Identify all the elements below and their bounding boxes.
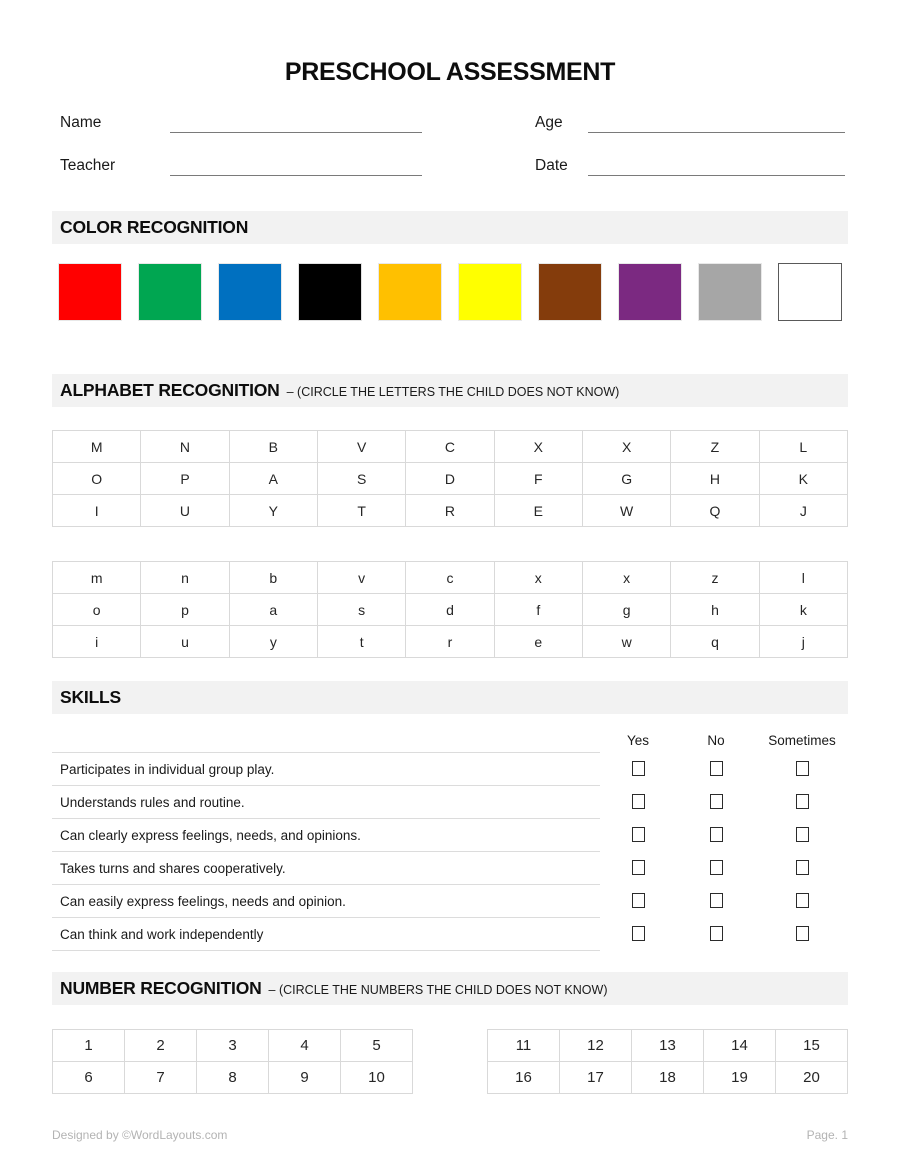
- letter-cell: p: [141, 594, 229, 626]
- skills-header: [52, 681, 848, 714]
- number-cell: 2: [125, 1030, 197, 1062]
- checkbox-no-3[interactable]: [710, 827, 723, 842]
- letter-cell: j: [759, 626, 847, 658]
- color-recognition-title: COLOR RECOGNITION: [60, 217, 249, 237]
- credit-text: Designed by ©WordLayouts.com: [52, 1128, 228, 1142]
- uppercase-row-3: [53, 495, 848, 527]
- letter-cell: B: [229, 431, 317, 463]
- letter-cell: C: [406, 431, 494, 463]
- number-cell: 4: [269, 1030, 341, 1062]
- letter-cell: Q: [671, 495, 759, 527]
- lowercase-row-1: [53, 562, 848, 594]
- checkbox-yes-2[interactable]: [632, 794, 645, 809]
- page-title: PRESCHOOL ASSESSMENT: [284, 58, 616, 86]
- number-recognition-subtitle: – (CIRCLE THE NUMBERS THE CHILD DOES NOT KNOW): [268, 983, 608, 997]
- skill-row: [52, 785, 848, 818]
- letter-cell: i: [53, 626, 141, 658]
- number-cell: 10: [341, 1062, 413, 1094]
- letter-cell: L: [759, 431, 847, 463]
- letter-cell: Z: [671, 431, 759, 463]
- skill-label: Can think and work independently: [52, 917, 600, 950]
- lowercase-letter-table: [52, 561, 848, 658]
- letter-cell: c: [406, 562, 494, 594]
- checkbox-yes-3[interactable]: [632, 827, 645, 842]
- number-cell: 19: [704, 1062, 776, 1094]
- number-cell: 8: [197, 1062, 269, 1094]
- skill-label: Understands rules and routine.: [52, 785, 600, 818]
- checkbox-sometimes-3[interactable]: [796, 827, 809, 842]
- column-header-yes: Yes: [626, 732, 650, 748]
- skill-row: [52, 818, 848, 851]
- letter-cell: n: [141, 562, 229, 594]
- page-number: Page. 1: [806, 1128, 848, 1142]
- date-input-line[interactable]: [588, 156, 845, 176]
- teacher-input-line[interactable]: [170, 156, 422, 176]
- letter-cell: K: [759, 463, 847, 495]
- checkbox-no-1[interactable]: [710, 761, 723, 776]
- uppercase-letter-table: [52, 430, 848, 527]
- checkbox-sometimes-5[interactable]: [796, 893, 809, 908]
- letter-cell: z: [671, 562, 759, 594]
- checkbox-sometimes-2[interactable]: [796, 794, 809, 809]
- field-row-1: [60, 113, 845, 133]
- skill-label: Participates in individual group play.: [52, 752, 600, 785]
- age-field: [535, 113, 845, 133]
- letter-cell: x: [494, 562, 582, 594]
- number-recognition-header: [52, 972, 848, 1005]
- letter-cell: U: [141, 495, 229, 527]
- letter-cell: E: [494, 495, 582, 527]
- number-cell: 14: [704, 1030, 776, 1062]
- numbers-1-10-table: [52, 1029, 413, 1094]
- letter-cell: F: [494, 463, 582, 495]
- checkbox-yes-6[interactable]: [632, 926, 645, 941]
- color-swatch-orange: [378, 263, 442, 321]
- letter-cell: r: [406, 626, 494, 658]
- skill-row: [52, 884, 848, 917]
- letter-cell: X: [582, 431, 670, 463]
- skill-row: [52, 917, 848, 950]
- number-cell: 20: [776, 1062, 848, 1094]
- letter-cell: X: [494, 431, 582, 463]
- uppercase-row-2: [53, 463, 848, 495]
- lowercase-row-3: [53, 626, 848, 658]
- lowercase-row-2: [53, 594, 848, 626]
- checkbox-yes-1[interactable]: [632, 761, 645, 776]
- letter-cell: A: [229, 463, 317, 495]
- color-swatch-white: [778, 263, 842, 321]
- letter-cell: Y: [229, 495, 317, 527]
- letter-cell: J: [759, 495, 847, 527]
- number-cell: 15: [776, 1030, 848, 1062]
- number-cell: 16: [488, 1062, 560, 1094]
- letter-cell: x: [582, 562, 670, 594]
- color-swatch-black: [298, 263, 362, 321]
- letter-cell: l: [759, 562, 847, 594]
- number-tables: [52, 1029, 848, 1094]
- letter-cell: a: [229, 594, 317, 626]
- letter-cell: w: [582, 626, 670, 658]
- checkbox-yes-4[interactable]: [632, 860, 645, 875]
- skill-label: Takes turns and shares cooperatively.: [52, 851, 600, 884]
- teacher-label: Teacher: [60, 157, 116, 174]
- name-input-line[interactable]: [170, 113, 422, 133]
- letter-cell: o: [53, 594, 141, 626]
- letter-cell: V: [317, 431, 405, 463]
- letter-cell: m: [53, 562, 141, 594]
- skills-column-headers: [52, 728, 848, 752]
- number-cell: 9: [269, 1062, 341, 1094]
- date-label: Date: [535, 157, 568, 174]
- checkbox-no-2[interactable]: [710, 794, 723, 809]
- number-cell: 12: [560, 1030, 632, 1062]
- letter-cell: u: [141, 626, 229, 658]
- skill-row: [52, 752, 848, 785]
- alphabet-recognition-subtitle: – (CIRCLE THE LETTERS THE CHILD DOES NOT KNOW): [286, 385, 620, 399]
- checkbox-yes-5[interactable]: [632, 893, 645, 908]
- color-swatch-yellow: [458, 263, 522, 321]
- numbers-11-20-table: [487, 1029, 848, 1094]
- checkbox-no-5[interactable]: [710, 893, 723, 908]
- letter-cell: e: [494, 626, 582, 658]
- skills-title: SKILLS: [60, 687, 122, 707]
- alphabet-recognition-header: [52, 374, 848, 407]
- number-cell: 3: [197, 1030, 269, 1062]
- number-recognition-title: NUMBER RECOGNITION: [60, 978, 262, 998]
- numbers-row: [53, 1062, 413, 1094]
- number-cell: 5: [341, 1030, 413, 1062]
- letter-cell: H: [671, 463, 759, 495]
- checkbox-no-4[interactable]: [710, 860, 723, 875]
- date-field: [535, 156, 845, 176]
- letter-cell: M: [53, 431, 141, 463]
- letter-cell: h: [671, 594, 759, 626]
- letter-cell: W: [582, 495, 670, 527]
- color-swatch-green: [138, 263, 202, 321]
- name-label: Name: [60, 114, 102, 131]
- letter-cell: g: [582, 594, 670, 626]
- color-swatch-purple: [618, 263, 682, 321]
- letter-cell: S: [317, 463, 405, 495]
- letter-cell: v: [317, 562, 405, 594]
- skill-label: Can clearly express feelings, needs, and opinions.: [52, 818, 600, 851]
- color-swatch-blue: [218, 263, 282, 321]
- letter-cell: R: [406, 495, 494, 527]
- checkbox-sometimes-6[interactable]: [796, 926, 809, 941]
- age-label: Age: [535, 114, 563, 131]
- letter-cell: s: [317, 594, 405, 626]
- letter-cell: P: [141, 463, 229, 495]
- letter-cell: I: [53, 495, 141, 527]
- letter-cell: N: [141, 431, 229, 463]
- page-footer: [52, 1128, 848, 1142]
- letter-cell: G: [582, 463, 670, 495]
- numbers-row: [53, 1030, 413, 1062]
- letter-cell: k: [759, 594, 847, 626]
- student-info-fields: [60, 113, 845, 176]
- teacher-field: [60, 156, 422, 176]
- letter-cell: q: [671, 626, 759, 658]
- letter-cell: O: [53, 463, 141, 495]
- field-row-2: [60, 156, 845, 176]
- letter-cell: b: [229, 562, 317, 594]
- letter-cell: t: [317, 626, 405, 658]
- color-swatch-red: [58, 263, 122, 321]
- color-recognition-header: [52, 211, 848, 244]
- color-swatches-row: [58, 263, 848, 321]
- color-swatch-gray: [698, 263, 762, 321]
- skills-bottom-divider: [52, 950, 600, 951]
- number-cell: 1: [53, 1030, 125, 1062]
- numbers-row: [488, 1062, 848, 1094]
- age-input-line[interactable]: [588, 113, 845, 133]
- letter-cell: d: [406, 594, 494, 626]
- letter-cell: T: [317, 495, 405, 527]
- checkbox-sometimes-1[interactable]: [796, 761, 809, 776]
- number-cell: 18: [632, 1062, 704, 1094]
- letter-cell: f: [494, 594, 582, 626]
- skills-table: [52, 728, 848, 951]
- number-cell: 11: [488, 1030, 560, 1062]
- checkbox-sometimes-4[interactable]: [796, 860, 809, 875]
- checkbox-no-6[interactable]: [710, 926, 723, 941]
- skill-row: [52, 851, 848, 884]
- numbers-row: [488, 1030, 848, 1062]
- alphabet-recognition-title: ALPHABET RECOGNITION: [60, 380, 280, 400]
- uppercase-row-1: [53, 431, 848, 463]
- letter-cell: y: [229, 626, 317, 658]
- letter-cell: D: [406, 463, 494, 495]
- color-swatch-brown: [538, 263, 602, 321]
- number-cell: 7: [125, 1062, 197, 1094]
- number-cell: 6: [53, 1062, 125, 1094]
- column-header-no: No: [707, 732, 725, 748]
- number-cell: 17: [560, 1062, 632, 1094]
- number-cell: 13: [632, 1030, 704, 1062]
- column-header-sometimes: Sometimes: [768, 732, 836, 748]
- skill-label: Can easily express feelings, needs and opinion.: [52, 884, 600, 917]
- name-field: [60, 113, 422, 133]
